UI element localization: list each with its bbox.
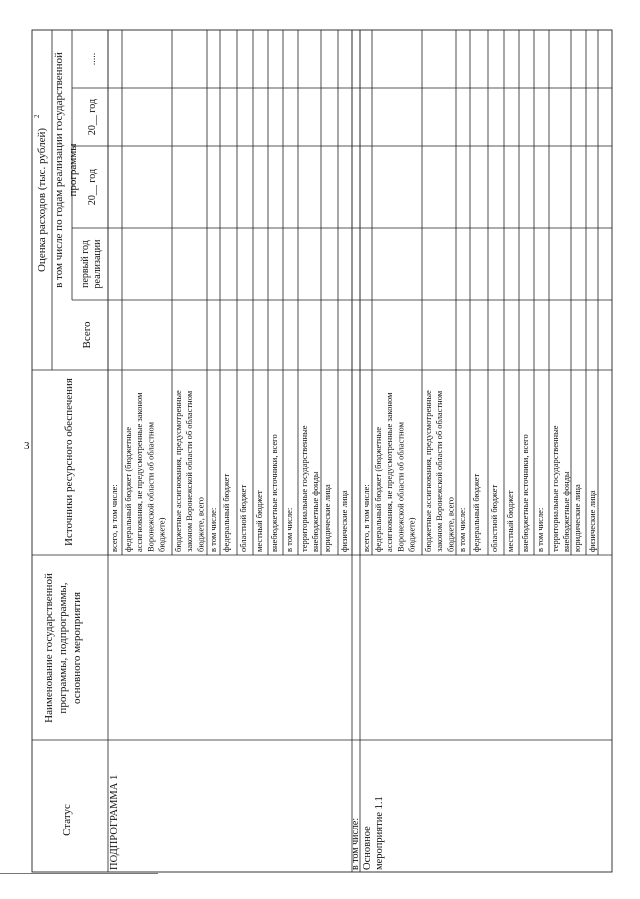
source-label: внебюджетные источники, всего xyxy=(520,434,530,552)
footnote-rule xyxy=(0,873,158,874)
source-label: ассигнования, не предусмотренные законом xyxy=(384,392,395,552)
header-more: ..... xyxy=(87,52,98,66)
source-label: законом Воронежской области об областном xyxy=(434,390,445,552)
source-label: в том числе: xyxy=(208,507,218,552)
source-label: внебюджетные источники, всего xyxy=(269,434,279,552)
source-label: всего, в том числе: xyxy=(109,484,119,552)
source-label: юридические лица xyxy=(322,484,332,552)
source-label: в том числе: xyxy=(284,507,294,552)
source-label: местный бюджет xyxy=(505,490,515,552)
source-label: законом Воронежской области об областном xyxy=(184,390,195,552)
header-first-year: первый год xyxy=(80,240,91,288)
source-label: бюджете) xyxy=(156,517,167,552)
source-label: ассигнования, не предусмотренные законом xyxy=(134,392,145,552)
header-year-a: 20__ год xyxy=(87,168,98,206)
header-by-years: в том числе по годам реализации государственной xyxy=(53,52,65,288)
source-label: бюджете, всего xyxy=(195,497,206,552)
source-label: физические лица xyxy=(339,490,349,552)
header-footnote-mark: 2 xyxy=(33,114,41,118)
header-status: Статус xyxy=(61,804,73,836)
source-label: юридические лица xyxy=(572,484,582,552)
page-number: 3 xyxy=(24,440,30,452)
status-main-activity-1-1: мероприятие 1.1 xyxy=(374,796,385,870)
source-label: федеральный бюджет (бюджетные xyxy=(123,426,133,552)
source-label: территориальные государственные xyxy=(299,425,309,552)
source-label: Воронежской области об областном xyxy=(145,422,156,552)
source-label: внебюджетные фонды xyxy=(310,471,321,552)
header-name: программы, подпрограммы, xyxy=(57,582,69,714)
separator-label: в том числе: xyxy=(350,817,361,870)
header-by-years: программы xyxy=(67,143,79,197)
status-subprogram-1: ПОДПРОГРАММА 1 xyxy=(109,774,120,870)
header-name: основного мероприятия xyxy=(71,591,83,705)
status-main-activity-1-1: Основное xyxy=(362,826,373,870)
header-first-year: реализации xyxy=(92,239,103,289)
source-label: местный бюджет xyxy=(254,490,264,552)
source-label: внебюджетные фонды xyxy=(561,471,572,552)
source-label: бюджете, всего xyxy=(445,497,456,552)
source-label: Воронежской области об областном xyxy=(395,422,406,552)
source-label: бюджете) xyxy=(406,517,417,552)
source-label: федеральный бюджет xyxy=(471,473,481,552)
table-content xyxy=(32,30,612,872)
source-label: бюджетные ассигнования, предусмотренные xyxy=(173,390,183,552)
source-label: в том числе: xyxy=(457,507,467,552)
source-label: федеральный бюджет (бюджетные xyxy=(373,426,383,552)
header-total: Всего xyxy=(81,321,93,349)
source-label: всего, в том числе: xyxy=(361,484,371,552)
source-label: бюджетные ассигнования, предусмотренные xyxy=(423,390,433,552)
header-name: Наименование государственной xyxy=(43,573,55,723)
header-sources: Источники ресурсного обеспечения xyxy=(63,378,75,546)
source-label: областной бюджет xyxy=(489,484,499,552)
source-label: федеральный бюджет xyxy=(221,473,231,552)
header-estimate: Оценка расходов (тыс. рублей) xyxy=(36,127,48,273)
source-label: областной бюджет xyxy=(238,484,248,552)
source-label: в том числе: xyxy=(535,507,545,552)
source-label: физические лица xyxy=(587,490,597,552)
source-label: территориальные государственные xyxy=(550,425,560,552)
header-year-b: 20__ год xyxy=(87,98,98,136)
